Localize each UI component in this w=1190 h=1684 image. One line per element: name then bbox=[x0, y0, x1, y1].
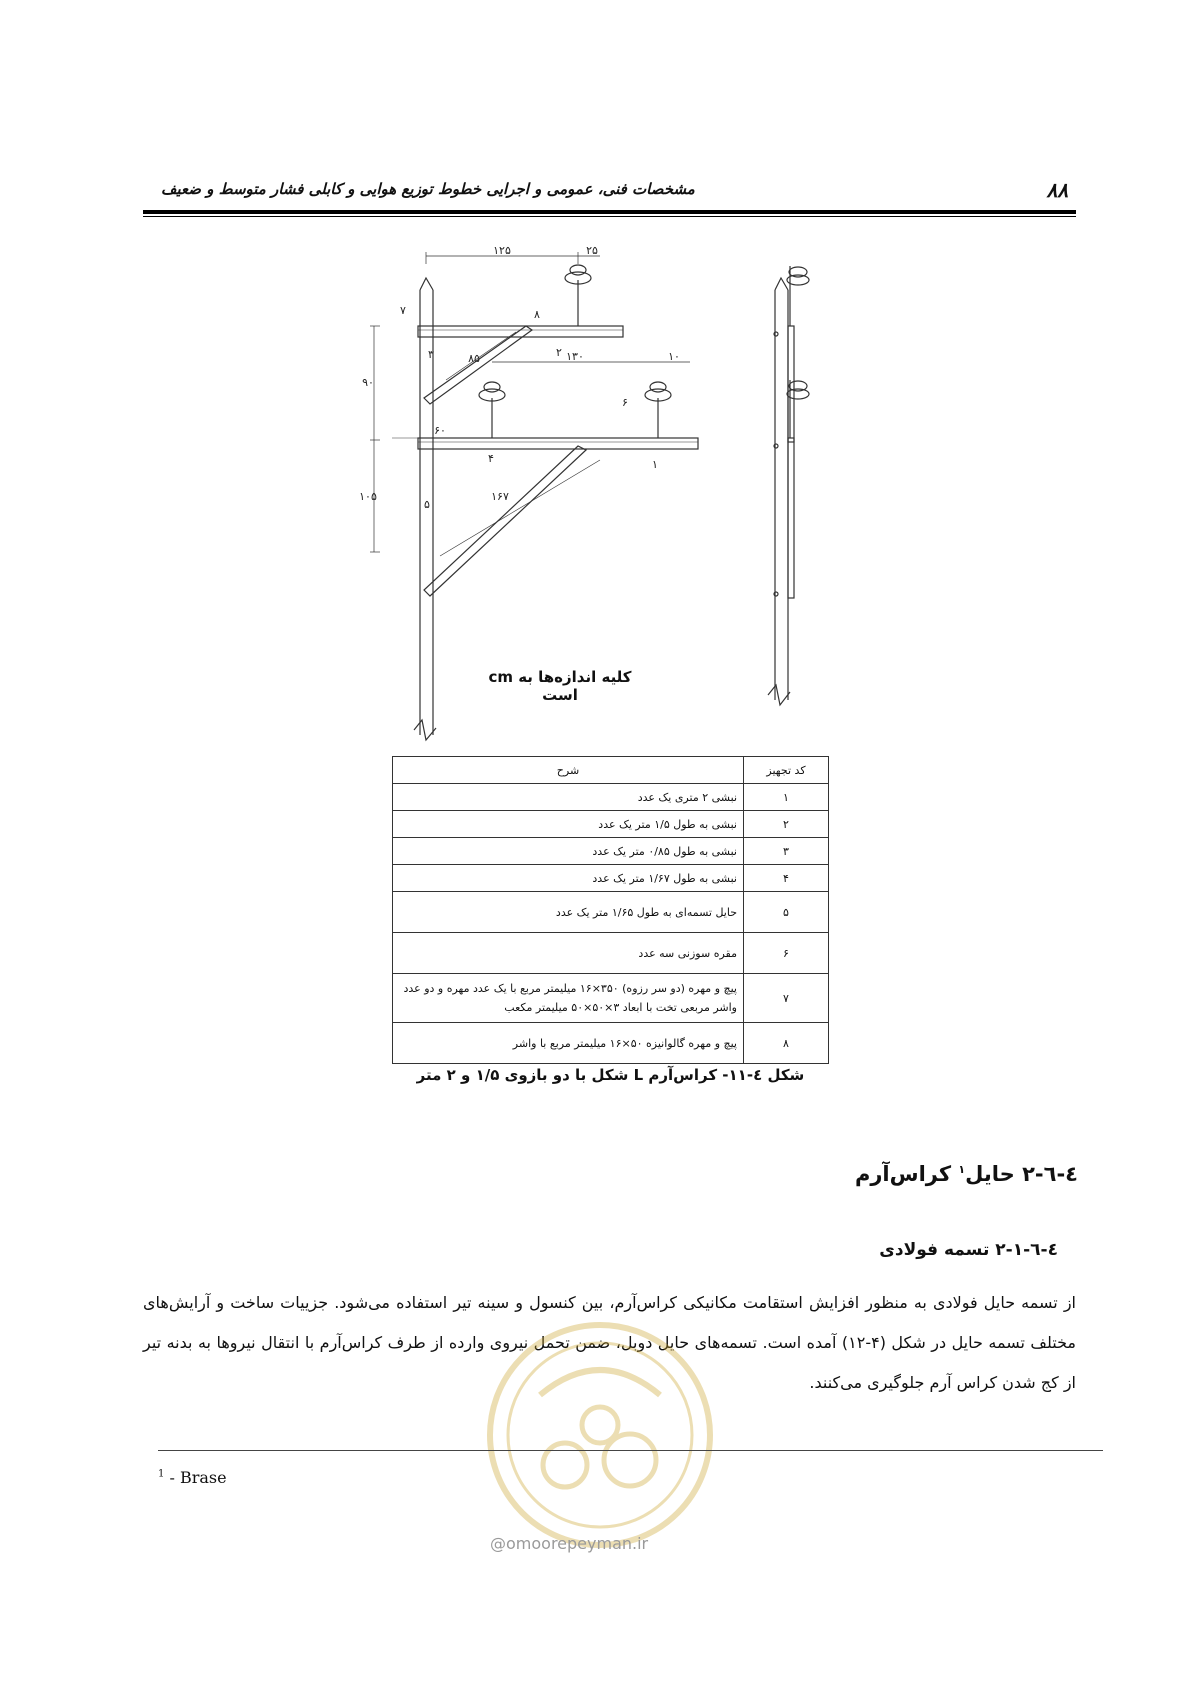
footnote-number: 1 bbox=[158, 1468, 165, 1480]
part-label: ۸ bbox=[534, 308, 540, 321]
part-label: ۷ bbox=[400, 304, 406, 317]
parts-table bbox=[392, 756, 829, 1064]
table-row bbox=[393, 865, 829, 892]
insulator-icon bbox=[479, 382, 505, 438]
table-row bbox=[393, 811, 829, 838]
row-code: ۲ bbox=[744, 811, 829, 838]
body-paragraph: از تسمه حایل فولادی به منظور افزایش استقامت مکانیکی کراس‌آرم، بین کنسول و سینه تیر استفاده می‌شود. جزییات ساخت و آرایش‌های مختلف تسمه حایل در شکل (۴-۱۲) آمده است. تسمه‌های حایل دوبل، ضمن تحمل نیروی وارده از طرف کراس‌آرم با انتقال نیروها به بدنه تیر از کج شدن کراس آرم جلوگیری می‌کنند. bbox=[143, 1293, 1076, 1392]
footnote-text: - Brase bbox=[164, 1468, 227, 1487]
side-upper-plate bbox=[788, 326, 794, 442]
watermark-logo-icon bbox=[480, 1315, 720, 1555]
section-heading-text: ٤-٦-۲ حایل bbox=[965, 1162, 1078, 1186]
dimension-label: ۶۰ bbox=[434, 424, 446, 437]
upper-brace bbox=[424, 326, 532, 404]
footnote bbox=[158, 1468, 227, 1487]
dimension-label: ۱۰ bbox=[668, 350, 680, 363]
lower-brace bbox=[424, 446, 586, 596]
dimension-label: ۸۵ bbox=[468, 352, 480, 365]
row-description: پیچ و مهره گالوانیزه ۵۰×۱۶ میلیمتر مربع با واشر bbox=[393, 1023, 744, 1064]
running-title: مشخصات فنی، عمومی و اجرایی خطوط توزیع هوایی و کابلی فشار متوسط و ضعیف bbox=[161, 180, 695, 198]
table-row bbox=[393, 933, 829, 974]
row-code: ۳ bbox=[744, 838, 829, 865]
pole-top bbox=[420, 278, 433, 290]
part-label: ۵ bbox=[424, 498, 430, 511]
footnote-rule bbox=[158, 1450, 1103, 1451]
row-code: ۸ bbox=[744, 1023, 829, 1064]
dimension-label: ۹۰ bbox=[362, 376, 374, 389]
dimension-label: ۱۰۵ bbox=[359, 490, 377, 503]
table-header-row bbox=[393, 757, 829, 784]
insulator-icon bbox=[565, 265, 591, 326]
table-row bbox=[393, 838, 829, 865]
table-row bbox=[393, 784, 829, 811]
subsection-heading: ٤-٦-۲-۱ تسمه فولادی bbox=[879, 1240, 1058, 1260]
lower-crossarm bbox=[418, 438, 698, 449]
section-heading-tail: کراس‌آرم bbox=[854, 1162, 959, 1186]
row-description: نبشی به طول ۱/۶۷ متر یک عدد bbox=[393, 865, 744, 892]
footnote-mark: ۱ bbox=[958, 1163, 966, 1176]
part-label: ۱ bbox=[652, 458, 658, 471]
insulator-icon bbox=[645, 382, 671, 438]
units-note: کلیه اندازه‌ها به cm است bbox=[488, 668, 632, 704]
upper-crossarm bbox=[418, 326, 623, 337]
row-code: ۴ bbox=[744, 865, 829, 892]
table-row bbox=[393, 1023, 829, 1064]
watermark-site: @omoorepeyman.ir bbox=[490, 1534, 649, 1553]
row-description: نبشی به طول ۱/۵ متر یک عدد bbox=[393, 811, 744, 838]
header-description: شرح bbox=[393, 757, 744, 784]
row-description: حایل تسمه‌ای به طول ۱/۶۵ متر یک عدد bbox=[393, 892, 744, 933]
dimension-label: ۱۶۷ bbox=[491, 490, 509, 503]
figure-caption: شکل ٤-۱۱- کراس‌آرم L شکل با دو بازوی ۱/۵ و ۲ متر bbox=[416, 1066, 805, 1084]
page-header bbox=[143, 176, 1076, 216]
dimension-label: ۱۳۰ bbox=[566, 350, 584, 363]
row-code: ۱ bbox=[744, 784, 829, 811]
row-code: ۶ bbox=[744, 933, 829, 974]
table-row bbox=[393, 974, 829, 1023]
part-label: ۴ bbox=[488, 452, 494, 465]
header-rule-thin bbox=[143, 216, 1076, 217]
row-description: نبشی ۲ متری یک عدد bbox=[393, 784, 744, 811]
header-code: کد تجهیز bbox=[744, 757, 829, 784]
page-number: ۸۸ bbox=[1046, 178, 1068, 202]
row-description: مقره سوزنی سه عدد bbox=[393, 933, 744, 974]
header-rule-thick bbox=[143, 210, 1076, 214]
row-code: ۵ bbox=[744, 892, 829, 933]
part-label: ۲ bbox=[556, 346, 562, 359]
dimension-label: ۱۲۵ bbox=[493, 244, 511, 257]
dimension-label: ۲۵ bbox=[586, 244, 598, 257]
row-description: پیچ و مهره (دو سر رزوه) ۳۵۰×۱۶ میلیمتر مربع با یک عدد مهره و دو عدد واشر مربعی تخت با ابعاد ۳×۵۰×۵۰ میلیمتر مکعب bbox=[393, 974, 744, 1023]
table-row bbox=[393, 892, 829, 933]
part-label: ۶ bbox=[622, 396, 628, 409]
section-heading bbox=[855, 1162, 1078, 1186]
row-description: نبشی به طول ۰/۸۵ متر یک عدد bbox=[393, 838, 744, 865]
side-lower-plate bbox=[788, 438, 794, 598]
row-code: ۷ bbox=[744, 974, 829, 1023]
part-label: ۳ bbox=[428, 348, 434, 361]
